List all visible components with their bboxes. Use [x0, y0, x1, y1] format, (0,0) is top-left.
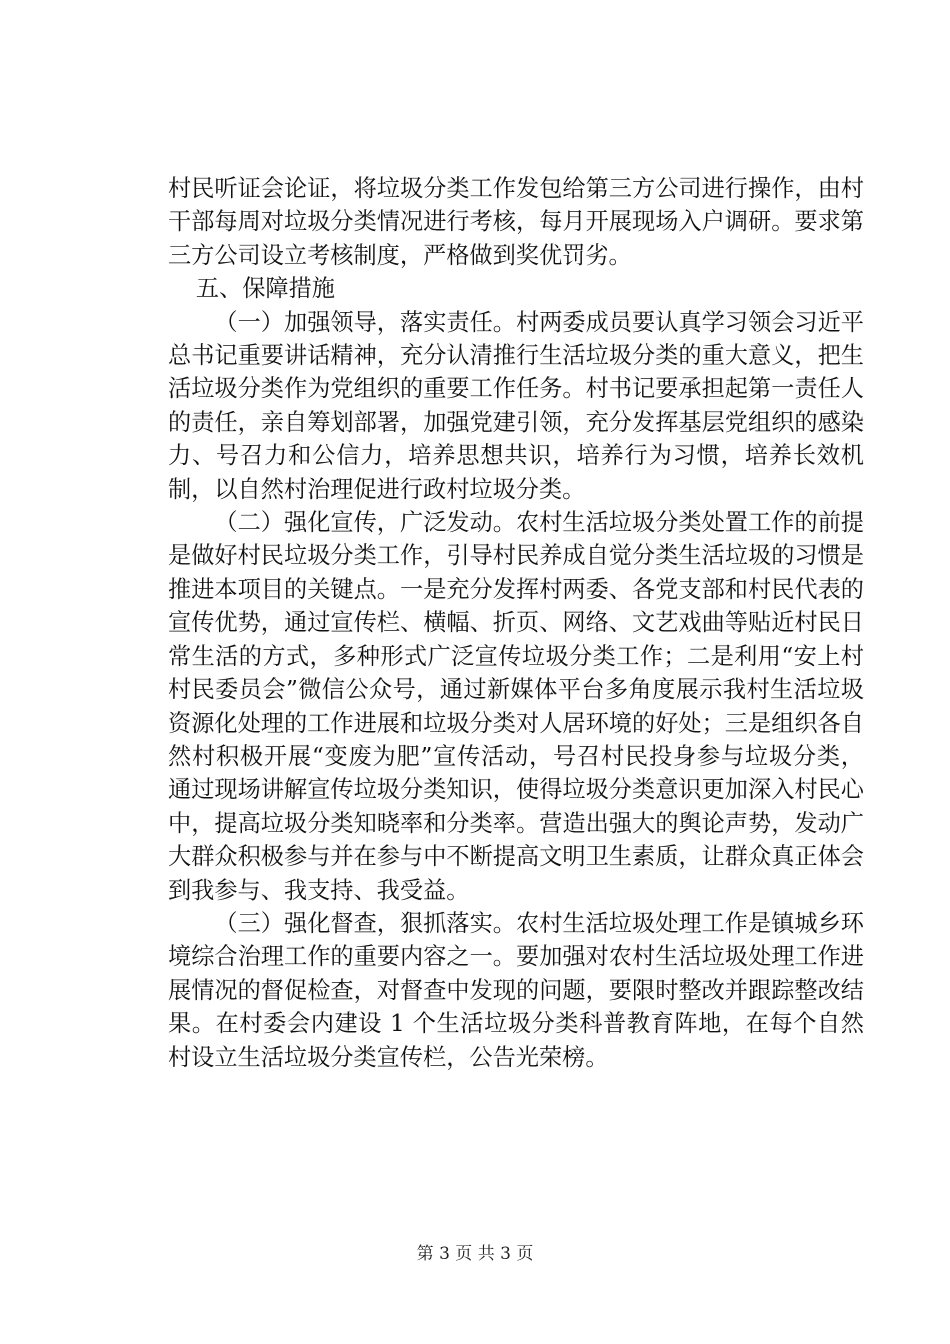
paragraph-continuation: 村民听证会论证，将垃圾分类工作发包给第三方公司进行操作，由村干部每周对垃圾分类情况进行考核，每月开展现场入户调研。要求第三方公司设立考核制度，严格做到奖优罚劣。 — [168, 175, 864, 269]
paragraph-publicity: （二）强化宣传，广泛发动。农村生活垃圾分类处置工作的前提是做好村民垃圾分类工作，引导村民养成自觉分类生活垃圾的习惯是推进本项目的关键点。一是充分发挥村两委、各党支部和村民代表的宣传优势，通过宣传栏、横幅、折页、网络、文艺戏曲等贴近村民日常生活的方式，多种形式广泛宣传垃圾分类工作；二是利用“安上村村民委员会”微信公众号，通过新媒体平台多角度展示我村生活垃圾资源化处理的工作进展和垃圾分类对人居环境的好处；三是组织各自然村积极开展“变废为肥”宣传活动，号召村民投身参与垃圾分类，通过现场讲解宣传垃圾分类知识，使得垃圾分类意识更加深入村民心中，提高垃圾分类知晓率和分类率。营造出强大的舆论声势，发动广大群众积极参与并在参与中不断提高文明卫生素质，让群众真正体会到我参与、我支持、我受益。 — [168, 509, 864, 904]
paragraph-supervision: （三）强化督查，狠抓落实。农村生活垃圾处理工作是镇城乡环境综合治理工作的重要内容之一。要加强对农村生活垃圾处理工作进展情况的督促检查，对督查中发现的问题，要限时整改并跟踪整改结果。在村委会内建设 1 个生活垃圾分类科普教育阵地，在每个自然村设立生活垃圾分类宣传栏，公告光荣榜。 — [168, 909, 864, 1071]
paragraph-leadership: （一）加强领导，落实责任。村两委成员要认真学习领会习近平总书记重要讲话精神，充分认清推行生活垃圾分类的重大意义，把生活垃圾分类作为党组织的重要工作任务。村书记要承担起第一责任人的责任，亲自筹划部署，加强党建引领，充分发挥基层党组织的感染力、号召力和公信力，培养思想共识，培养行为习惯，培养长效机制，以自然村治理促进行政村垃圾分类。 — [168, 308, 864, 503]
section-heading: 五、保障措施 — [195, 275, 335, 303]
document-body — [168, 172, 864, 1074]
page-number-footer: 第 3 页 共 3 页 — [416, 1244, 534, 1264]
